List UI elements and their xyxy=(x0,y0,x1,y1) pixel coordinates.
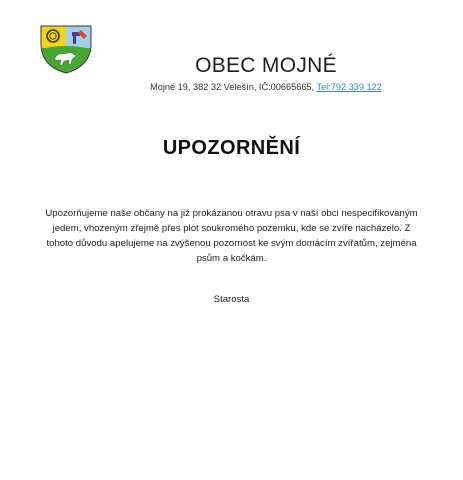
municipality-name: OBEC MOJNÉ xyxy=(195,54,337,77)
notice-title: UPOZORNĚNÍ xyxy=(162,137,301,159)
signature: Starosta xyxy=(213,294,250,305)
phone-link[interactable]: Tel:792 339 122 xyxy=(316,82,382,92)
address-text: Mojné 19, 382 32 Velešín, IČ:00665665, xyxy=(150,82,317,92)
notice-body: Upozorňujeme naše občany na již prokázanou otravu psa v naší obci nespecifikovaným jedem, vhozeným zřejmě přes plot soukromého pozemku, kde se zvíře nacházelo. Z tohoto důvodu apelujeme na zvýšenou pozornost ke svým domácím zvířatům, zejména psům a kočkám. xyxy=(45,208,418,264)
address-line xyxy=(0,82,463,92)
